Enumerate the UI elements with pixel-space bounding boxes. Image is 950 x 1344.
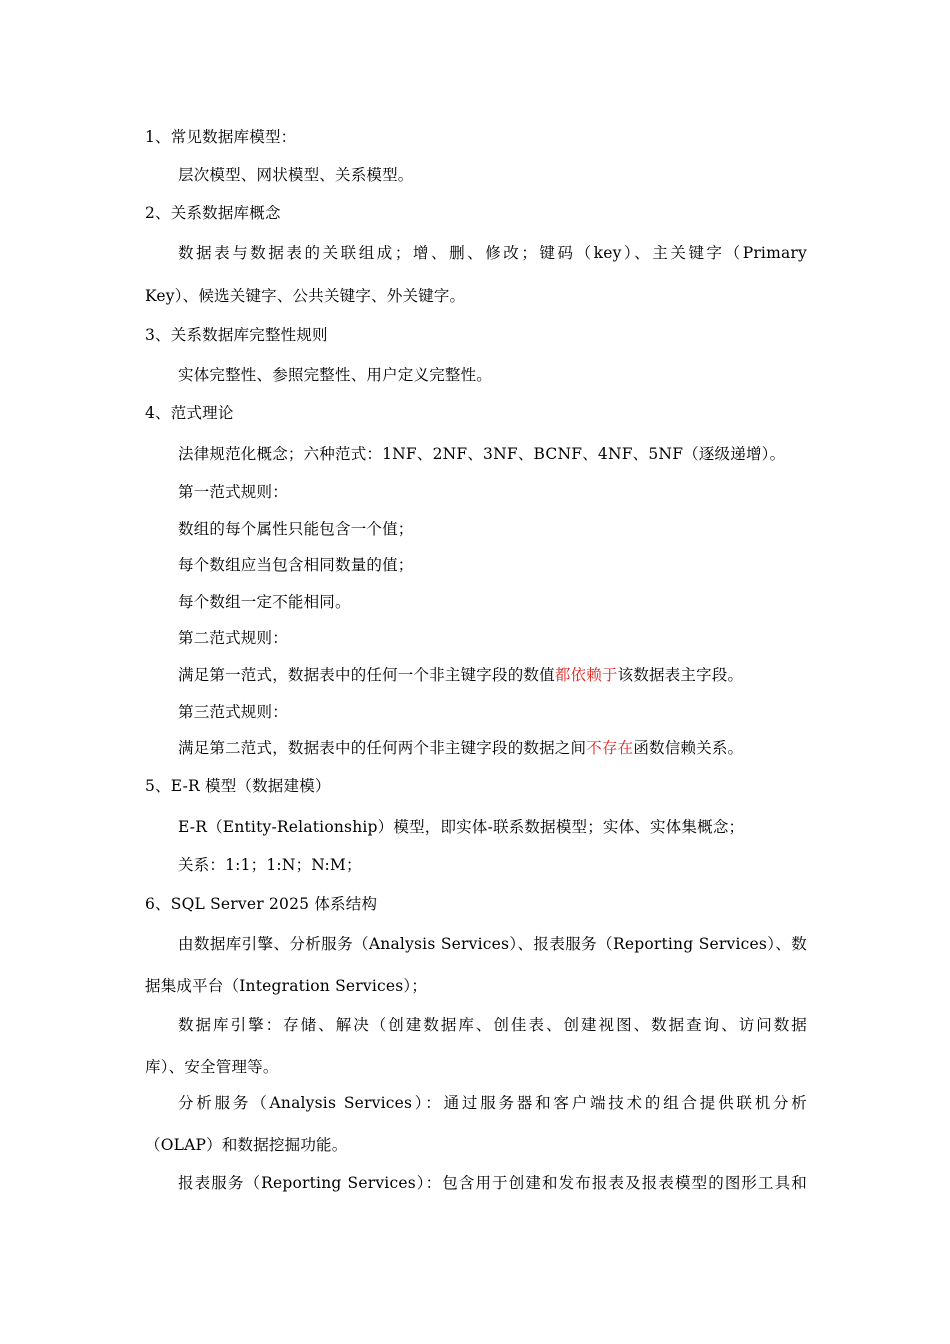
second-normal-form-rule-text-b: 该数据表主字段。	[617, 666, 744, 684]
second-normal-form-title: 第二范式规则：	[178, 629, 288, 647]
section-2-paragraph-line-1: 数据表与数据表的关联组成；增、删、修改；键码（key）、主关键字（Primary	[178, 244, 807, 262]
first-normal-form-rule-1: 数组的每个属性只能包含一个值；	[178, 520, 414, 538]
second-normal-form-rule	[178, 665, 807, 685]
section-4-paragraph-normal-forms: 法律规范化概念；六种范式：1NF、2NF、3NF、BCNF、4NF、5NF（逐级递增）。	[178, 445, 786, 463]
section-3-paragraph: 实体完整性、参照完整性、用户定义完整性。	[178, 366, 493, 384]
section-6-heading: 6、SQL Server 2025 体系结构	[145, 895, 378, 913]
section-1-heading: 1、常见数据库模型：	[145, 128, 297, 146]
section-3-heading: 3、关系数据库完整性规则	[145, 326, 328, 344]
section-6-paragraph-1-line-2: 据集成平台（Integration Services）；	[145, 977, 428, 995]
section-5-paragraph-er-model: E-R（Entity-Relationship）模型，即实体-联系数据模型；实体、实体集概念；	[178, 818, 745, 836]
section-6-paragraph-4-line-1: 报表服务（Reporting Services）：包含用于创建和发布报表及报表模型的图形工具和	[178, 1174, 807, 1192]
section-6-paragraph-3-line-2: （OLAP）和数据挖掘功能。	[145, 1136, 348, 1154]
section-1-paragraph: 层次模型、网状模型、关系模型。	[178, 166, 414, 184]
section-6-paragraph-1-line-1: 由数据库引擎、分析服务（Analysis Services）、报表服务（Reporting Services）、数	[178, 935, 807, 953]
section-6-paragraph-3-line-1: 分析服务（Analysis Services）：通过服务器和客户端技术的组合提供联机分析	[178, 1094, 807, 1112]
section-2-heading: 2、关系数据库概念	[145, 204, 281, 222]
section-6-paragraph-2-line-1: 数据库引擎：存储、解决（创建数据库、创佳表、创建视图、数据查询、访问数据	[178, 1016, 807, 1034]
section-5-paragraph-relations: 关系：1:1；1:N；N:M；	[178, 856, 362, 874]
section-4-heading: 4、范式理论	[145, 404, 234, 422]
third-normal-form-rule-text-a: 满足第二范式，数据表中的任何两个非主键字段的数据之间	[178, 739, 587, 757]
first-normal-form-rule-2: 每个数组应当包含相同数量的值；	[178, 556, 414, 574]
first-normal-form-title: 第一范式规则：	[178, 483, 288, 501]
third-normal-form-rule-text-b: 函数信赖关系。	[633, 739, 744, 757]
third-normal-form-rule	[178, 738, 807, 758]
section-6-paragraph-2-line-2: 库）、安全管理等。	[145, 1058, 279, 1076]
third-normal-form-highlight: 不存在	[586, 739, 634, 757]
section-2-paragraph-line-2: Key）、候选关键字、公共关键字、外关键字。	[145, 287, 466, 305]
second-normal-form-rule-text-a: 满足第一范式，数据表中的任何一个非主键字段的数值	[178, 666, 555, 684]
second-normal-form-highlight: 都依赖于	[554, 666, 618, 684]
third-normal-form-title: 第三范式规则：	[178, 703, 288, 721]
first-normal-form-rule-3: 每个数组一定不能相同。	[178, 593, 351, 611]
section-5-heading: 5、E-R 模型（数据建模）	[145, 777, 331, 795]
